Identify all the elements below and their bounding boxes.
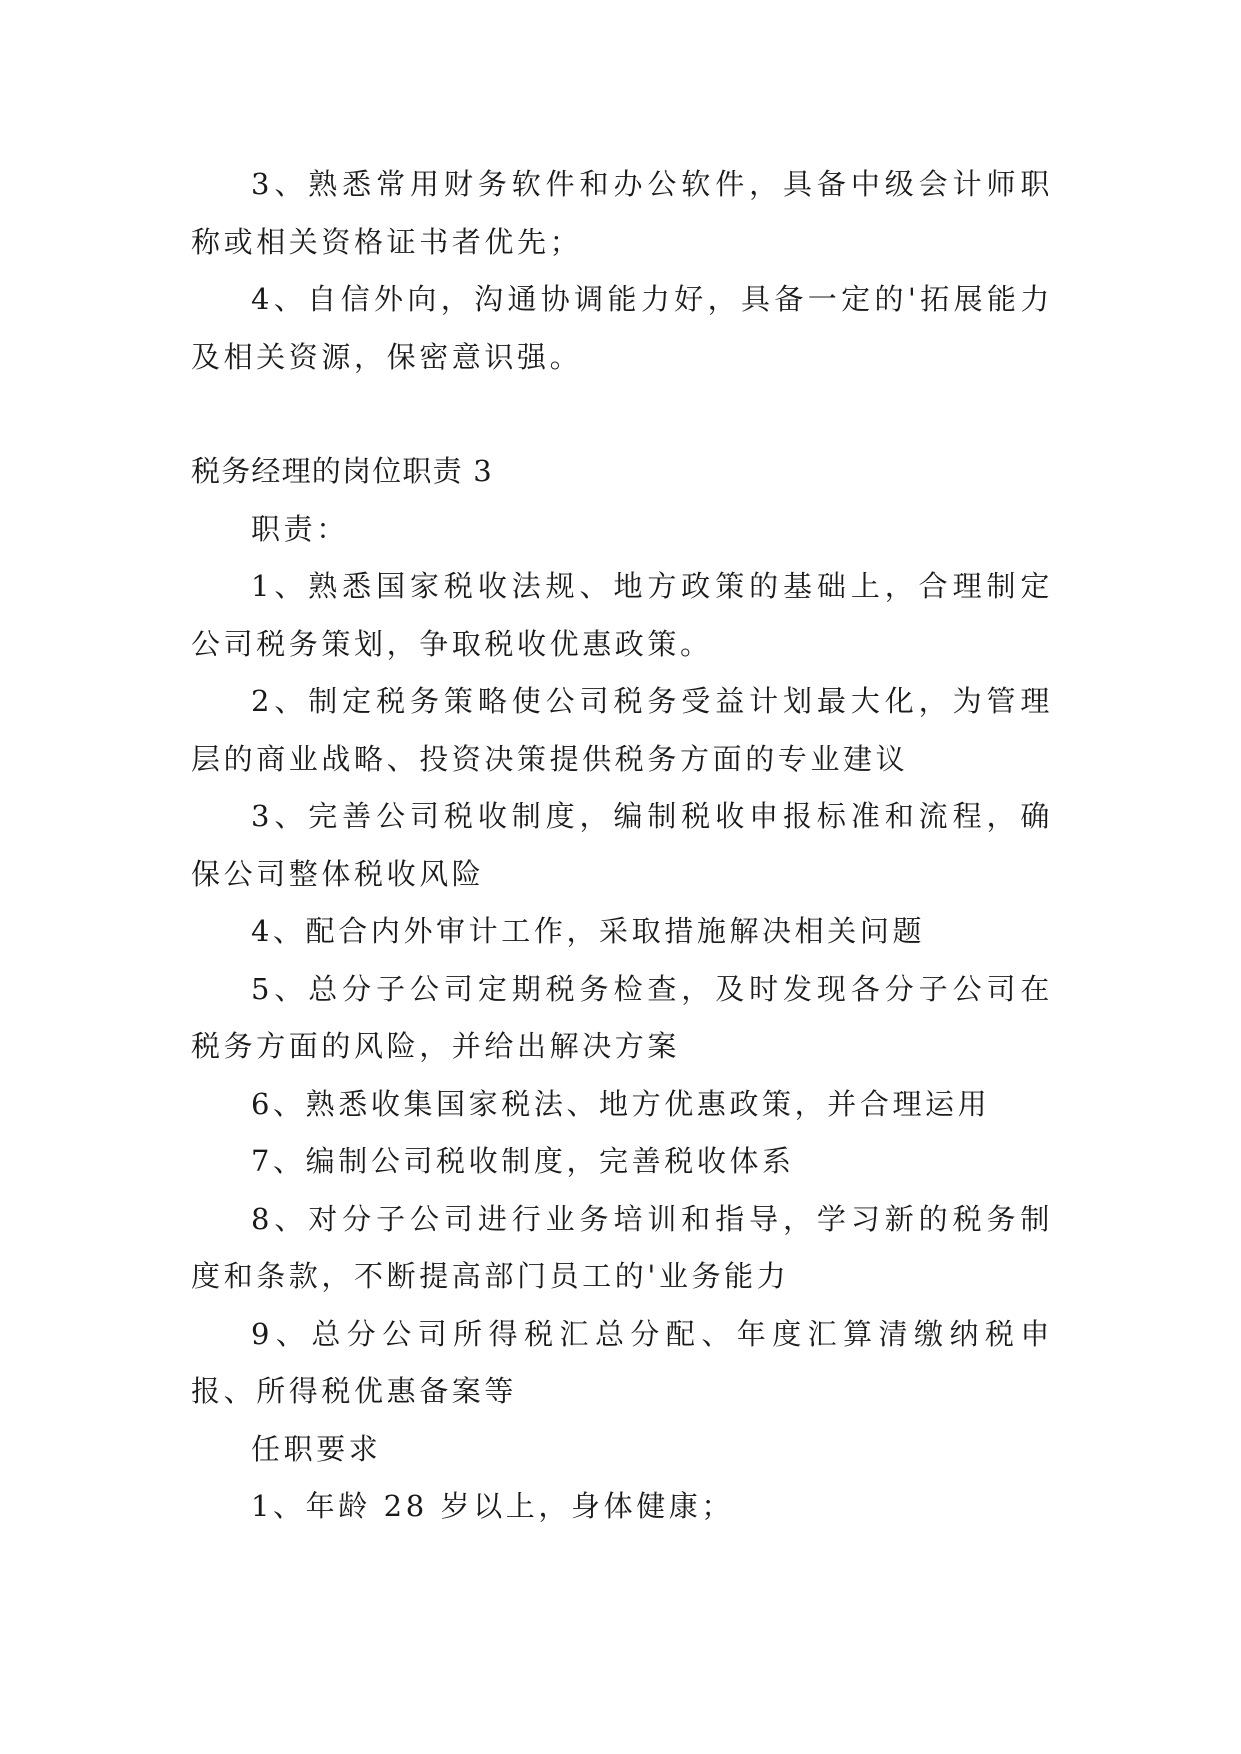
duty-item-8: 8、对分子公司进行业务培训和指导，学习新的税务制度和条款，不断提高部门员工的'业务能力 [191, 1201, 1053, 1293]
requirement-item-1: 1、年龄 28 岁以上，身体健康； [251, 1489, 734, 1523]
duty-item-6: 6、熟悉收集国家税法、地方优惠政策，并合理运用 [251, 1086, 991, 1121]
duty-item-3: 3、完善公司税收制度，编制税收申报标准和流程，确保公司整体税收风险 [191, 799, 1053, 891]
requirements-label: 任职要求 [251, 1431, 382, 1466]
prev-item-4: 4、自信外向，沟通协调能力好，具备一定的'拓展能力及相关资源，保密意识强。 [191, 282, 1053, 374]
duties-label: 职责： [251, 511, 349, 546]
duty-item-1: 1、熟悉国家税收法规、地方政策的基础上，合理制定公司税务策划，争取税收优惠政策。 [191, 569, 1053, 661]
prev-item-3: 3、熟悉常用财务软件和办公软件，具备中级会计师职称或相关资格证书者优先； [191, 167, 1053, 259]
duty-item-9: 9、总分公司所得税汇总分配、年度汇算清缴纳税申报、所得税优惠备案等 [191, 1316, 1053, 1408]
section-gap [191, 386, 1053, 443]
duty-item-7: 7、编制公司税收制度，完善税收体系 [251, 1144, 795, 1178]
section-title: 税务经理的岗位职责 3 [191, 454, 493, 488]
duty-item-5: 5、总分子公司定期税务检查，及时发现各分子公司在税务方面的风险，并给出解决方案 [191, 971, 1053, 1063]
duty-item-2: 2、制定税务策略使公司税务受益计划最大化，为管理层的商业战略、投资决策提供税务方面的专业建议 [191, 684, 1053, 776]
duty-item-4: 4、配合内外审计工作，采取措施解决相关问题 [251, 914, 926, 948]
document-content [191, 156, 1053, 1536]
